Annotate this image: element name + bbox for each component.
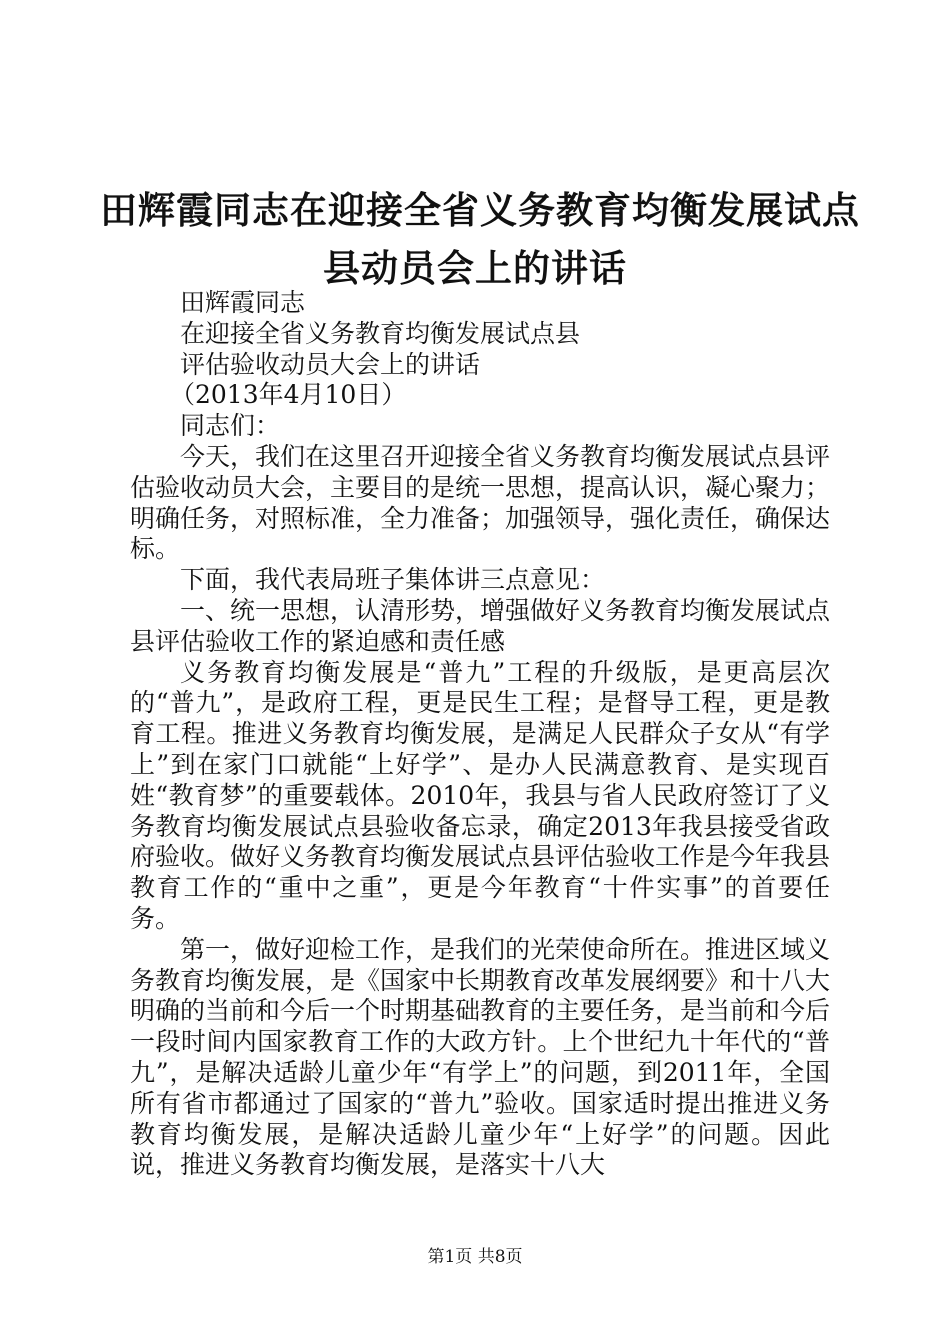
document-title-line-1: 田辉霞同志在迎接全省义务教育均衡发展试点 bbox=[100, 189, 860, 232]
speaker-name: 田辉霞同志 bbox=[180, 288, 306, 317]
paragraph: 今天，我们在这里召开迎接全省义务教育均衡发展试点县评估验收动员大会，主要目的是统一思想，提高认识，凝心聚力；明确任务，对照标准，全力准备；加强领导，强化责任，确保达标。 bbox=[130, 441, 831, 564]
document-body bbox=[130, 288, 830, 1181]
document-title-line-2: 县动员会上的讲话 bbox=[323, 247, 627, 290]
speech-date: （2013年4月10日） bbox=[170, 380, 407, 410]
paragraph: 义务教育均衡发展是“普九”工程的升级版，是更高层次的“普九”，是政府工程，更是民生工程；是督导工程，更是教育工程。推进义务教育均衡发展，是满足人民群众子女从“有学上”到在家门口就能“上好学”、是办人民满意教育、是实现百姓“教育梦”的重要载体。2010年，我县与省人民政府签订了义务教育均衡发展试点县验收备忘录，确定2013年我县接受省政府验收。做好义务教育均衡发展试点县评估验收工作是今年我县教育工作的“重中之重”，更是今年教育“十件实事”的首要任务。 bbox=[130, 657, 831, 933]
occasion-line-2: 评估验收动员大会上的讲话 bbox=[180, 349, 481, 379]
occasion-line-1: 在迎接全省义务教育均衡发展试点县 bbox=[180, 318, 581, 348]
section-heading: 一、统一思想，认清形势，增强做好义务教育均衡发展试点县评估验收工作的紧迫感和责任感 bbox=[130, 595, 831, 656]
paragraph: 第一，做好迎检工作，是我们的光荣使命所在。推进区域义务教育均衡发展，是《国家中长期教育改革发展纲要》和十八大明确的当前和今后一个时期基础教育的主要任务，是当前和今后一段时间内国家教育工作的大政方针。上个世纪九十年代的“普九”，是解决适龄儿童少年“有学上”的问题，到2011年，全国所有省市都通过了国家的“普九”验收。国家适时提出推进义务教育均衡发展，是解决适龄儿童少年“上好学”的问题。因此说，推进义务教育均衡发展，是落实十八大 bbox=[130, 934, 831, 1180]
salutation: 同志们： bbox=[180, 411, 281, 441]
paragraph: 下面，我代表局班子集体讲三点意见： bbox=[180, 565, 606, 595]
page-footer: 第1页 共8页 bbox=[427, 1247, 523, 1267]
